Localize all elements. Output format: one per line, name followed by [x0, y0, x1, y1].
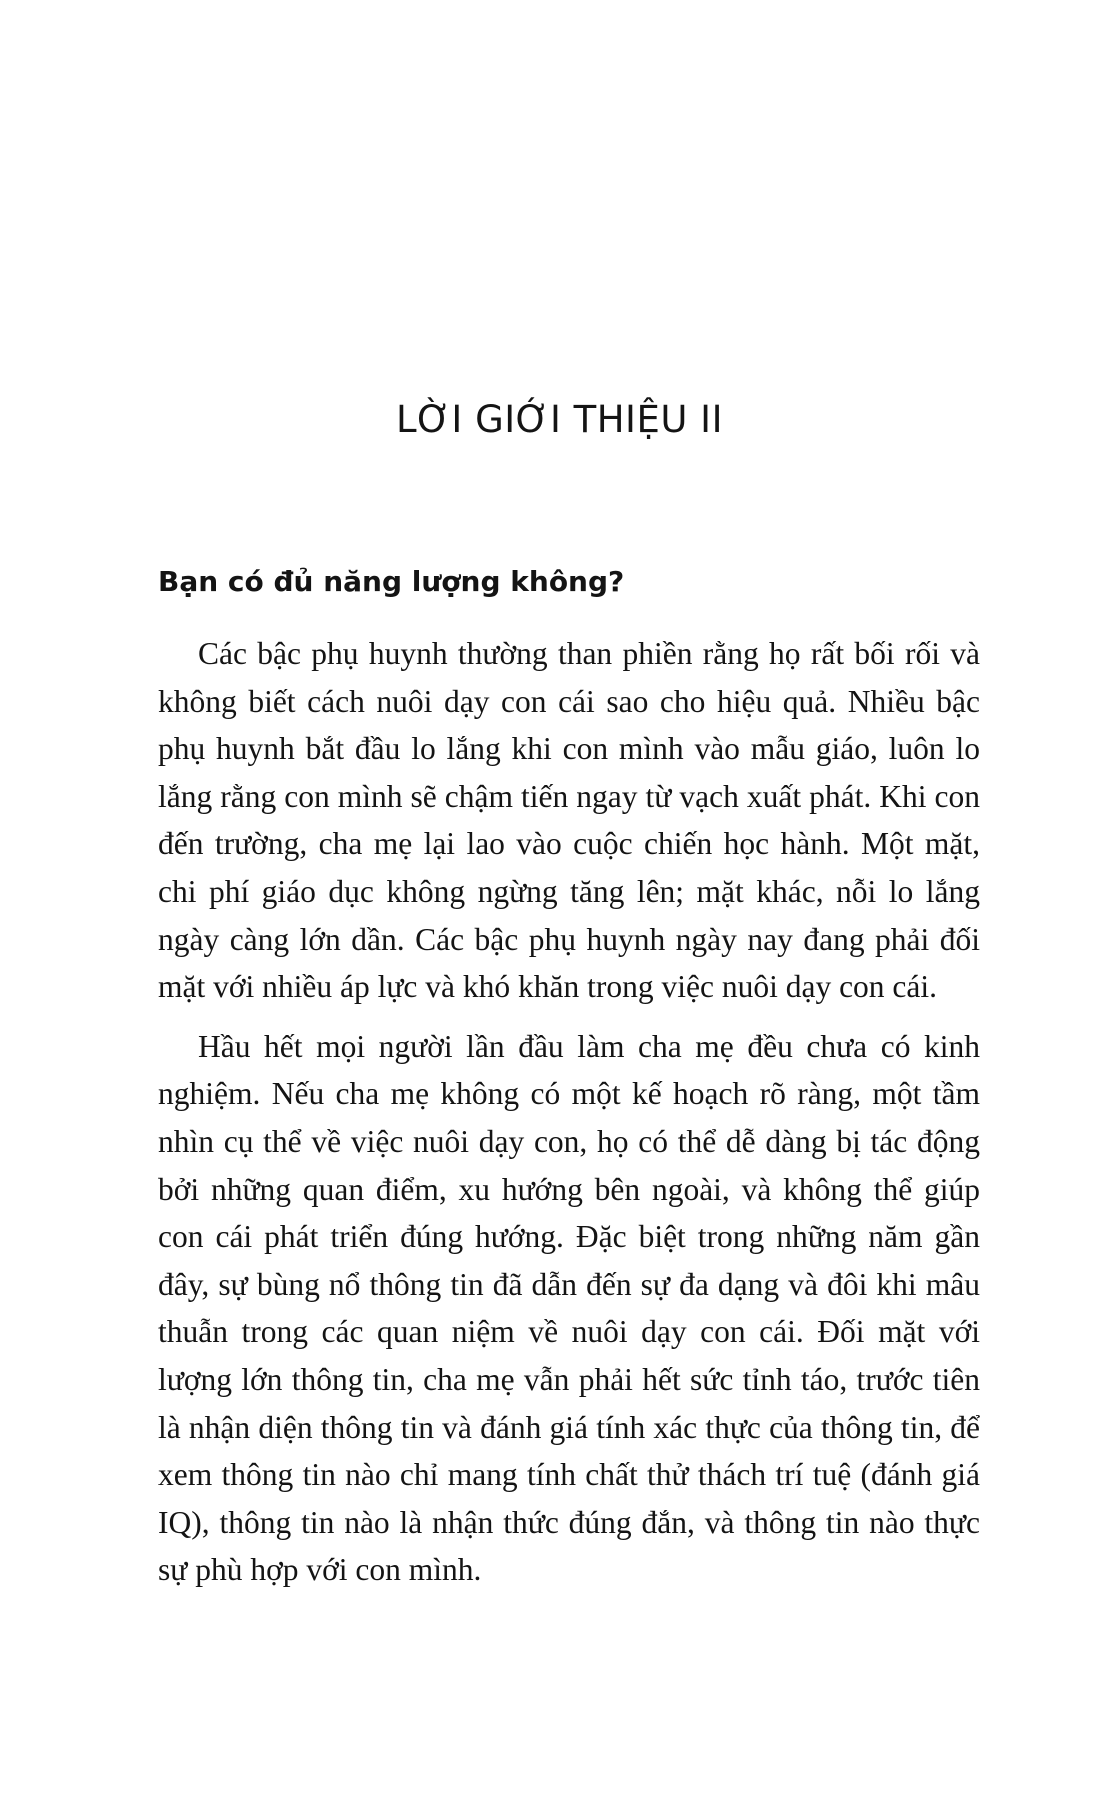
paragraph-1: Các bậc phụ huynh thường than phiền rằng họ rất bối rối và không biết cách nuôi dạy con cái sao cho hiệu quả. Nhiều bậc phụ huynh bắt đầu lo lắng khi con mình vào mẫu giáo, luôn lo lắng rằng con mình sẽ chậm tiến ngay từ vạch xuất phát. Khi con đến trường, cha mẹ lại lao vào cuộc chiến học hành. Một mặt, chi phí giáo dục không ngừng tăng lên; mặt khác, nỗi lo lắng ngày càng lớn dần. Các bậc phụ huynh ngày nay đang phải đối mặt với nhiều áp lực và khó khăn trong việc nuôi dạy con cái. — [158, 636, 980, 1005]
body-text — [158, 630, 980, 1606]
chapter-title: LỜI GIỚI THIỆU II — [396, 398, 723, 441]
section-heading: Bạn có đủ năng lượng không? — [158, 565, 625, 598]
paragraph-2: Hầu hết mọi người lần đầu làm cha mẹ đều chưa có kinh nghiệm. Nếu cha mẹ không có một kế hoạch rõ ràng, một tầm nhìn cụ thể về việc nuôi dạy con, họ có thể dễ dàng bị tác động bởi những quan điểm, xu hướng bên ngoài, và không thể giúp con cái phát triển đúng hướng. Đặc biệt trong những năm gần đây, sự bùng nổ thông tin đã dẫn đến sự đa dạng và đôi khi mâu thuẫn trong các quan niệm về nuôi dạy con cái. Đối mặt với lượng lớn thông tin, cha mẹ vẫn phải hết sức tỉnh táo, trước tiên là nhận diện thông tin và đánh giá tính xác thực của thông tin, để xem thông tin nào chỉ mang tính chất thử thách trí tuệ (đánh giá IQ), thông tin nào là nhận thức đúng đắn, và thông tin nào thực sự phù hợp với con mình. — [158, 1028, 980, 1588]
